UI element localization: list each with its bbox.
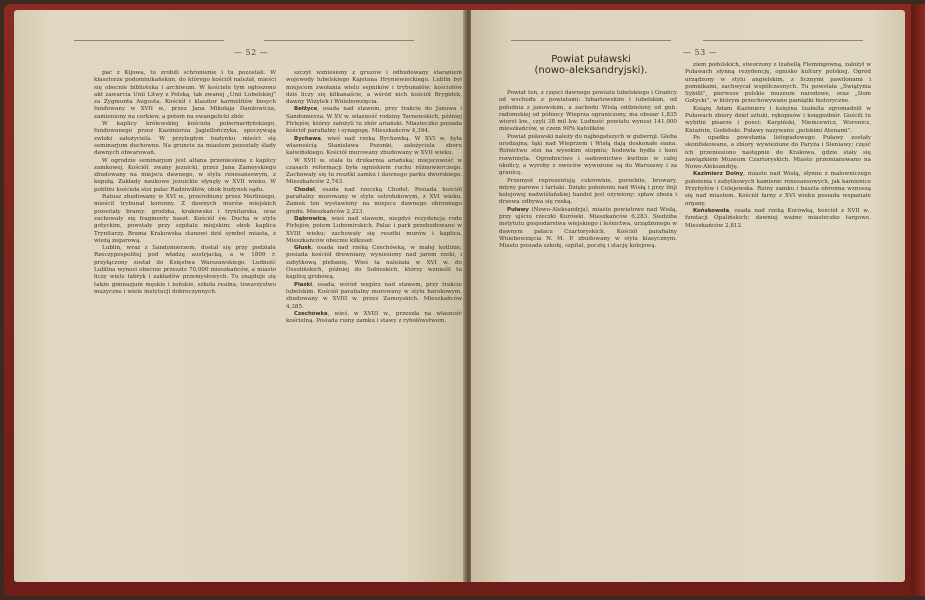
header-rule: [511, 40, 671, 41]
header-rule: [264, 40, 414, 41]
page-number: — 52 —: [234, 48, 269, 57]
paragraph: W XVII w. stała tu drukarnia ariańska; miejscowość w czasach reformacji była ogniskiem ruchu różnowierczego. Zachowały się tu resztki zamku i dawnego parku dworskiego. Mieszkańców 2,743.: [286, 157, 462, 186]
header-rule: [74, 40, 224, 41]
paragraph: Powiat ten, z części dawnego powiatu lubelskiego i Granicy od wschodu z powiatami: lubartowskim i lubelskim, od południa z janowskim, a zachodu Wisłą oddzielony od gub. radomskiej od północy Wieprza ograniczony, ma obszar 1,835 wiorst kw., czyli 38 mil kw. Ludność powiatu wynosi 141,000 mieszkańców, w czem 90% katolików.: [499, 90, 677, 133]
text-column-right: [286, 70, 462, 580]
paragraph: ziem podolskich, stworzony z Izabellą Flemingówną, założył w Puławach słynną rezydencję, ognisko kultury polskiej. Ogród urządzony w stylu angielskim, z licznymi pawilonami i pomnikami, zachwycał współczesnych. Tu powstała „Świątynia Sybilli”, pierwsze polskie muzeum narodowe, oraz „Dom Gotycki”, w którym przechowywano pamiątki historyczne.: [685, 62, 871, 105]
paragraph: Kazimierz Dolny, miasto nad Wisłą, słynne z malowniczego położenia i zabytkowych kamienic renesansowych, jak kamienice Przybyłów i Celejowska. Ruiny zamku i baszta obronna wznoszą się nad miastem. Kościół farny z XVI wieku posiada wspaniałe organy.: [685, 171, 871, 207]
paragraph: Po upadku powstania listopadowego Puławy zostały skonfiskowane, a zbiory wywiezione do Paryża i Sieniawy; część ich przeniesiono następnie do Krakowa, gdzie stały się zawiązkiem Muzeum Czartoryskich. Miasto przemianowano na Nowo-Aleksandrję.: [685, 134, 871, 171]
left-page: [14, 10, 466, 582]
paragraph: Piaski, osada, wśród wzgórz nad stawem, przy trakcie lubelskim. Kościół parafialny murowany w stylu barokowym, zbudowany w XVIII w. przez Zamoyskich. Mieszkańców 4,385.: [286, 281, 462, 310]
header-rule: [703, 40, 863, 41]
right-page: [471, 10, 905, 582]
text-column-left: [94, 70, 276, 570]
paragraph: Czechówka, wieś, w XVIII w., przeszła na własność kościelną. Posiada ruiny zamku i stawy z rybołówstwem.: [286, 310, 462, 325]
section-heading-line1: Powiat puławski: [551, 54, 631, 65]
paragraph: Dąbrowica, wieś nad stawem, niegdyś rezydencja rodu Firlejów, potem Lubomirskich. Pałac i park przebudowane w XVIII wieku; zachowały się resztki murów i kaplica. Mieszkańców obecnie kilkuset.: [286, 215, 462, 244]
paragraph: Powiat puławski należy do najbogatszych w gubernji. Gleba urodzajna, łąki nad Wieprzem i Wisłą dają doskonałe siana. Rolnictwo stoi na wysokim stopniu; hodowla bydła i koni rozwinięta. Ogrodnictwo i sadownictwo kwitnie w całej okolicy, a wyroby z owoców wywożone są do Warszawy i za granicę.: [499, 133, 677, 177]
text-column-right: [685, 62, 871, 572]
paragraph: Końskowola, osada nad rzeką Kurówką, kościół z XVII w., fundacji Opalińskich; dawniej ważne miasteczko targowe. Mieszkańców 2,812.: [685, 207, 871, 229]
page-number: — 53 —: [683, 48, 718, 57]
paragraph: W ogrodzie seminarjum jest altana przeniesiona z kaplicy zamkowej. Kościół, zwany jezuicki, przez Jana Zamoyskiego zbudowany na miejscu dawnego, w stylu renesansowym, z kopułą. Zakłady naukowe jezuickie słynęły w XVII wieku. W pobliżu kościoła stoi pałac Radziwiłłów, obok budynek sądu.: [94, 157, 276, 193]
paragraph: Przemysł reprezentują cukrownie, gorzelnie, browary, młyny parowe i tartaki. Dzięki położeniu nad Wisłą i przy linji kolejowej nadwiślańskiej handel jest ożywiony; spław zboża i drzewa odbywa się rzeką.: [499, 177, 677, 206]
paragraph: Ratusz zbudowany w XVI w., przerobiony przez Merliniego, mieścił trybunał koronny. Z dawnych murów miejskich pozostały bramy: grodzka, krakowska i trynitarska, oraz zachowały się fragmenty baszt. Kościół św. Ducha w stylu gotyckim, powstały przy szpitalu miejskim; obok kaplica Trynitarzy. Brama Krakowska stanowi dziś symbol miasta, z wieżą zegarową.: [94, 194, 276, 244]
paragraph: Bełżyce, osada nad stawem, przy trakcie do Janowa i Sandomierza. W XV w. własność rodziny Tarnowskich, później Firlejów, którzy założyli tu zbór ariański. Miasteczko posiada kościół parafialny i synagogę. Mieszkańców 4,394.: [286, 106, 462, 135]
paragraph: Głusk, osada nad rzeką Czechówką, w małej kotlinie; posiada kościół drewniany, wyniesiony nad jarem rzeki, i zabytkową plebanię. Wieś ta należała w XVI w. do Ossolińskich, później do Sobieskich, którzy wznieśli tu kaplicę grobową.: [286, 245, 462, 281]
paragraph: Książę Adam Kazimierz i księżna Izabella zgromadzili w Puławach zbiory dzieł sztuki, rękopisów i księgozbiór. Gościli tu wybitni pisarze i poeci: Karpiński, Niemcewicz, Woronicz, Kniaźnin, Godebski. Puławy nazywano „polskimi Atenami”.: [685, 105, 871, 134]
paragraph: Lublin, wraz z Sandomierzem, dostał się przy podziale Rzeczypospolitej pod władzę austrjacką, a w 1809 r. przyłączony został do Księstwa Warszawskiego. Ludność Lublina wynosi obecnie przeszło 70,000 mieszkańców, a miasto liczy wiele fabryk i zakładów przemysłowych. Tu znajduje się także gimnazjum męskie i żeńskie, szkoła realna, towarzystwo muzyczne i wiele instytucji dobroczynnych.: [94, 245, 276, 295]
paragraph: W kaplicy królewskiej kościoła pobernardyńskiego, fundowanego przez Kazimierza Jagiellończyka, spoczywają zwłoki założyciela. W przyległym budynku mieści się seminarjum duchowne. Na gruncie za miastem pozostały ślady dawnych obwarowań.: [94, 121, 276, 157]
text-column-left: [499, 90, 677, 560]
section-heading: [511, 54, 671, 76]
paragraph: Bychawa, wieś nad rzeką Bychawką. W XVI w. była własnością Stanisława Pszonki, założyciela zboru kalwińskiego. Kościół murowany zbudowany w XVII wieku.: [286, 135, 462, 157]
section-heading-line2: (nowo-aleksandryjski).: [534, 65, 648, 76]
paragraph: pać z Kijowa, tu zrobili schronienie i tu pozostali. W klasztorze podominikańskim, do którego kościół należał, mieści się obecnie biblioteka i archiwum. W kościele tym ogłoszono akt zawarcia Unii Litwy z Polską, tak zwanej „Unii Lubelskiej” za Zygmunta Augusta. Kościół i klasztor karmelitów bosych fundowany w XVII w., przez Jana Mikołaja Daniłowicza, zamieniony na cerkiew, a potem na ewangelicki zbór.: [94, 70, 276, 120]
paragraph: Puławy (Nowo-Aleksandrja), miasto powiatowe nad Wisłą, przy ujściu rzeczki Kurówki. Mieszkańców 6,283. Siedziba instytutu gospodarstwa wiejskiego i leśnictwa, urządzonego w dawnym pałacu Czartoryskich. Kościół parafialny Wniebowzięcia N. M. P. zbudowany w stylu klasycznym. Miasto posiada szkołę, szpital, pocztę i stację kolejową.: [499, 206, 677, 250]
paragraph: Chodel, osada nad rzeczką Chodel. Posiada kościół parafialny murowany w stylu ostrołukowym, z XVI wieku. Zamek ten wystawiony na miejscu dawnego obronnego grodu. Mieszkańców 2,223.: [286, 186, 462, 215]
book-cover-edge: [911, 4, 925, 596]
paragraph: szczyt wzniesiony z gruzów i odbudowany staraniem wojewody lubelskiego Kajetana Hryniewieckiego. Lublin był miejscem zwołania wielu sejmików i trybunałów; kościołów dziś liczy się kilkanaście, a wśród nich kościół Brygidek, dawny Wizytek i Wniebowzięcia.: [286, 70, 462, 106]
